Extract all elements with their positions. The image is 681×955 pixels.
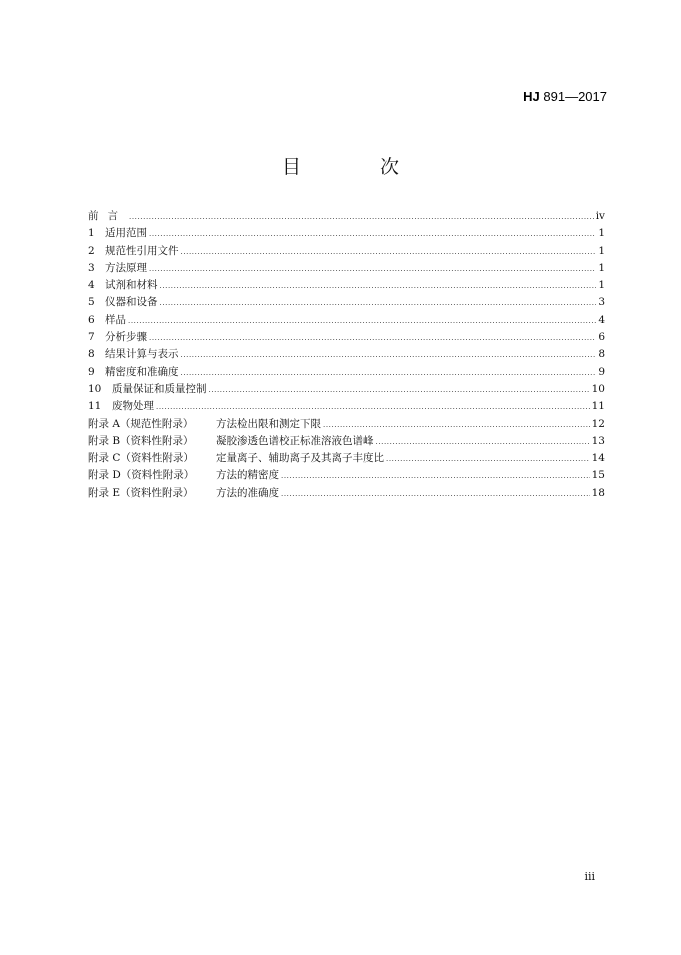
toc-entry-number: 10 [88,382,102,395]
toc-title: 目 次 [281,156,429,178]
toc-appendix-tag: 附录 A（规范性附录） [88,417,194,430]
toc-entry-page: iv [595,210,605,222]
page-number: iii [584,870,595,883]
standard-prefix: HJ [523,89,540,104]
toc-entry-7[interactable] [88,329,605,346]
toc-entry-page: 1 [598,279,605,292]
toc-entry-number: 2 [88,244,95,257]
toc-entry-appendix-c[interactable] [88,450,605,467]
toc-entry-appendix-e[interactable] [88,485,605,502]
toc-entry-number: 6 [88,313,95,326]
toc-leader-dots [181,347,597,364]
toc-leader-dots [128,313,596,330]
toc-entry-page: 6 [598,331,605,344]
toc-entry-page: 1 [598,244,605,257]
toc-entry-page: 9 [598,365,605,378]
toc-leader-dots [149,226,596,243]
toc-entry-page: 3 [598,296,605,309]
toc-entry-5[interactable] [88,294,605,311]
toc-entry-number: 3 [88,261,95,274]
toc-entry-label: 凝胶渗透色谱校正标准溶液色谱峰 [216,434,374,447]
toc-entry-number: 1 [88,227,95,240]
toc-entry-11[interactable] [88,398,605,415]
toc-entry-appendix-b[interactable] [88,433,605,450]
toc-entry-9[interactable] [88,364,605,381]
toc-entry-label: 精密度和准确度 [105,365,179,378]
toc-entry-label: 前言 [88,210,127,222]
toc-entry-label: 结果计算与表示 [105,348,179,361]
toc-entry-label: 废物处理 [112,400,154,413]
toc-entry-3[interactable] [88,260,605,277]
toc-appendix-tag: 附录 B（资料性附录） [88,434,194,447]
toc-entry-page: 11 [591,400,605,413]
table-of-contents [88,208,605,502]
toc-entry-label: 方法的精密度 [216,469,279,482]
toc-entry-page: 1 [598,227,605,240]
toc-entry-foreword[interactable] [88,208,605,225]
toc-entry-page: 15 [591,469,605,482]
toc-entry-page: 8 [598,348,605,361]
toc-leader-dots [156,399,590,416]
toc-leader-dots [281,486,590,503]
toc-entry-page: 1 [598,261,605,274]
toc-entry-number: 8 [88,348,95,361]
toc-entry-number: 5 [88,296,95,309]
toc-appendix-tag: 附录 D（资料性附录） [88,469,195,482]
toc-entry-page: 14 [591,452,605,465]
toc-entry-page: 12 [591,417,605,430]
toc-entry-4[interactable] [88,277,605,294]
toc-entry-label: 方法的准确度 [216,486,279,499]
toc-leader-dots [160,278,597,295]
toc-entry-appendix-d[interactable] [88,467,605,484]
toc-leader-dots [376,434,590,451]
toc-entry-label: 样品 [105,313,126,326]
toc-entry-number: 4 [88,279,95,292]
toc-appendix-tag: 附录 E（资料性附录） [88,486,194,499]
standard-number: 891—2017 [543,89,607,104]
toc-entry-label: 定量离子、辅助离子及其离子丰度比 [216,452,384,465]
toc-leader-dots [149,261,596,278]
toc-entry-page: 18 [591,486,605,499]
standard-code [523,89,607,104]
toc-entry-label: 质量保证和质量控制 [112,382,207,395]
toc-entry-label: 分析步骤 [105,331,147,344]
toc-leader-dots [181,244,597,261]
toc-entry-2[interactable] [88,243,605,260]
toc-entry-6[interactable] [88,312,605,329]
toc-leader-dots [323,417,590,434]
toc-entry-label: 方法原理 [105,261,147,274]
toc-entry-page: 4 [598,313,605,326]
toc-entry-label: 仪器和设备 [105,296,158,309]
toc-appendix-tag: 附录 C（资料性附录） [88,452,194,465]
toc-entry-10[interactable] [88,381,605,398]
toc-entry-number: 7 [88,331,95,344]
toc-entry-label: 试剂和材料 [105,279,158,292]
toc-entry-label: 适用范围 [105,227,147,240]
toc-entry-8[interactable] [88,346,605,363]
toc-entry-number: 11 [88,400,102,413]
toc-entry-1[interactable] [88,225,605,242]
toc-entry-appendix-a[interactable] [88,416,605,433]
toc-leader-dots [160,295,597,312]
toc-leader-dots [129,209,594,226]
toc-leader-dots [149,330,596,347]
toc-leader-dots [181,365,597,382]
toc-entry-number: 9 [88,365,95,378]
toc-leader-dots [386,451,590,468]
toc-leader-dots [209,382,590,399]
toc-entry-label: 方法检出限和测定下限 [216,417,321,430]
toc-entry-page: 10 [591,382,605,395]
toc-entry-label: 规范性引用文件 [105,244,179,257]
toc-leader-dots [281,468,590,485]
toc-entry-page: 13 [591,434,605,447]
